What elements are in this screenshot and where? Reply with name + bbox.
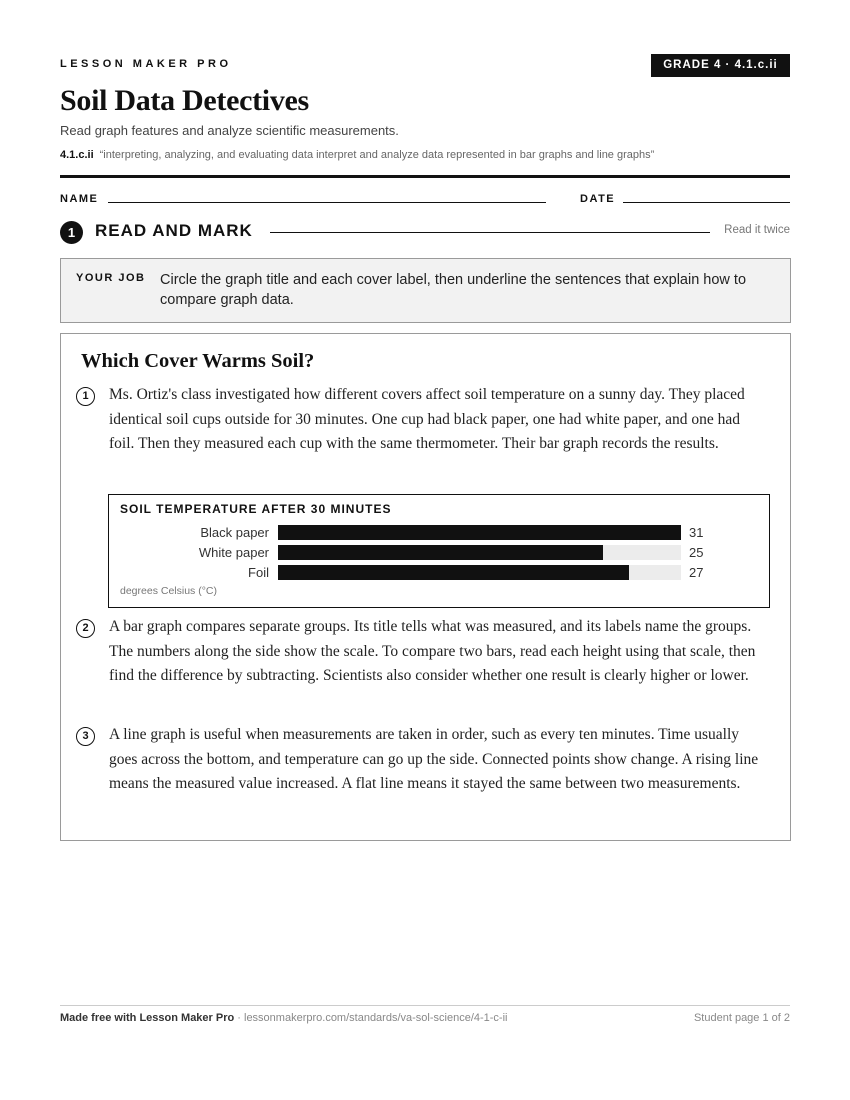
section-divider	[270, 232, 710, 233]
job-instructions: Circle the graph title and each cover label, then underline the sentences that explain how to compare graph data.	[160, 272, 747, 308]
bar-chart	[108, 494, 770, 608]
bar-value-foil: 27	[689, 565, 704, 580]
brand-name: LESSON MAKER PRO	[60, 58, 232, 70]
bar-white-paper	[278, 545, 603, 560]
section-title: READ AND MARK	[95, 221, 253, 240]
header-divider	[60, 175, 790, 178]
footer-separator: ·	[234, 1012, 244, 1024]
bar-foil	[278, 565, 629, 580]
name-label: NAME	[60, 193, 99, 205]
page-subtitle: Read graph features and analyze scientific measurements.	[60, 123, 399, 138]
footer-page-number: Student page 1 of 2	[693, 1012, 790, 1024]
standard-code: 4.1.c.ii	[60, 149, 94, 161]
chart-unit-label: degrees Celsius (°C)	[120, 585, 217, 597]
page-title: Soil Data Detectives	[60, 84, 309, 117]
section-hint: Read it twice	[724, 224, 790, 236]
job-box	[60, 258, 791, 323]
footer-credit	[60, 1012, 507, 1024]
paragraph-number-2: 2	[76, 619, 95, 638]
section-number: 1	[60, 221, 83, 244]
bar-value-black-paper: 31	[689, 525, 704, 540]
passage-title: Which Cover Warms Soil?	[81, 350, 315, 372]
footer-maker: Made free with Lesson Maker Pro	[60, 1012, 235, 1024]
bar-label-foil: Foil	[248, 565, 269, 580]
paragraph-3: A line graph is useful when measurements are taken in order, such as every ten minutes. Time usually goes across the bottom, and temperature can go up the side. Connected points show change. A rising line means the measured value increased. A flat line means it stayed the same between two measurements.	[109, 726, 759, 792]
name-field[interactable]	[108, 202, 546, 203]
bar-label-white-paper: White paper	[198, 545, 269, 560]
paragraph-1: Ms. Ortiz's class investigated how different covers affect soil temperature on a sunny day. They placed identical soil cups outside for 30 minutes. One cup had black paper, one had white paper, and one had foil. Then they measured each cup with the same thermometer. Their bar graph records the results.	[109, 386, 745, 452]
paragraph-number-1: 1	[76, 387, 95, 406]
footer-url[interactable]: lessonmakerpro.com/standards/va-sol-science/4-1-c-ii	[244, 1012, 508, 1024]
job-label: YOUR JOB	[76, 272, 146, 284]
standard-text: “interpreting, analyzing, and evaluating data interpret and analyze data represented in bar graphs and line graphs”	[99, 149, 655, 161]
bar-value-white-paper: 25	[689, 545, 704, 560]
chart-title: SOIL TEMPERATURE AFTER 30 MINUTES	[120, 502, 392, 516]
bar-label-black-paper: Black paper	[200, 525, 269, 540]
footer-divider	[60, 1005, 790, 1006]
paragraph-2: A bar graph compares separate groups. Its title tells what was measured, and its labels name the groups. The numbers along the side show the scale. To compare two bars, read each height using that scale, then find the difference by subtracting. Scientists also consider whether one result is clearly higher or lower.	[109, 618, 756, 684]
bar-black-paper	[278, 525, 681, 540]
grade-badge: GRADE 4 · 4.1.c.ii	[651, 54, 790, 77]
reading-passage	[60, 333, 791, 841]
paragraph-number-3: 3	[76, 727, 95, 746]
date-label: DATE	[580, 193, 616, 205]
standard-line	[60, 149, 654, 161]
date-field[interactable]	[623, 202, 790, 203]
